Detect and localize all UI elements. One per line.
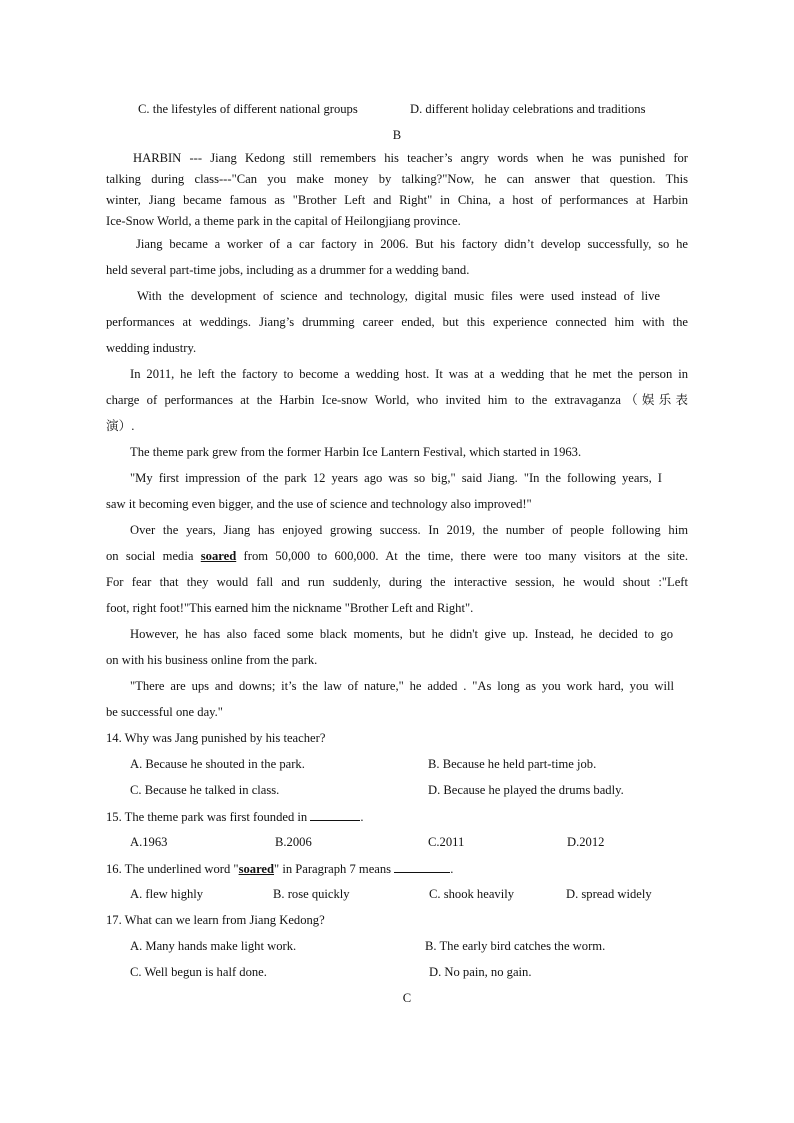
question-16-option-b[interactable]: B. rose quickly (273, 887, 350, 901)
section-heading-c: C (402, 991, 412, 1005)
prev-option-c: C. the lifestyles of different national groups (138, 102, 358, 116)
question-14-option-c[interactable]: C. Because he talked in class. (130, 783, 280, 797)
section-heading-b: B (392, 128, 402, 142)
passage-p7-line2 (106, 548, 688, 564)
passage-p7-line3: For fear that they would fall and run suddenly, during the interactive session, he would shout :"Left (106, 575, 688, 589)
passage-p6-line1: "My first impression of the park 12 years ago was so big," said Jiang. "In the following years, I (130, 471, 662, 485)
question-16-stem-end: . (450, 862, 454, 876)
passage-p5-line1: The theme park grew from the former Harbin Ice Lantern Festival, which started in 1963. (130, 445, 582, 459)
question-16-option-a[interactable]: A. flew highly (130, 887, 204, 901)
passage-p3-line1: With the development of science and technology, digital music files were used instead of live (137, 289, 660, 303)
underlined-word-soared-ref: soared (238, 862, 275, 876)
question-17-option-c[interactable]: C. Well begun is half done. (130, 965, 267, 979)
passage-p8-line1: However, he has also faced some black moments, but he didn't give up. Instead, he decided to go (130, 627, 673, 641)
passage-p9-line1: "There are ups and downs; it’s the law of nature," he added . "As long as you work hard, you will (130, 679, 674, 693)
passage-p7-line1: Over the years, Jiang has enjoyed growing success. In 2019, the number of people following him (130, 523, 688, 537)
passage-p7-line4: foot, right foot!"This earned him the nickname "Brother Left and Right". (106, 601, 474, 615)
question-14-option-b[interactable]: B. Because he held part-time job. (428, 757, 597, 771)
question-17-option-d[interactable]: D. No pain, no gain. (429, 965, 532, 979)
question-16-option-c[interactable]: C. shook heavily (429, 887, 515, 901)
answer-blank[interactable] (394, 860, 450, 873)
passage-p1-line3: winter, Jiang became famous as "Brother Left and Right" in China, a host of performances at Harbin (106, 193, 688, 207)
passage-p3-line2: performances at weddings. Jiang’s drumming career ended, but this experience connected him with the (106, 315, 688, 329)
question-15-option-b[interactable]: B.2006 (275, 835, 312, 849)
question-15-option-c[interactable]: C.2011 (428, 835, 465, 849)
question-16-option-d[interactable]: D. spread widely (566, 887, 652, 901)
passage-p4-line3: 演）. (106, 419, 135, 433)
passage-p1-line1: HARBIN --- Jiang Kedong still remembers his teacher’s angry words when he was punished for (133, 151, 688, 165)
passage-p4-line1: In 2011, he left the factory to become a wedding host. It was at a wedding that he met the person in (130, 367, 688, 381)
passage-p1-line2: talking during class---"Can you make money by talking?"Now, he can answer that question. This (106, 172, 688, 186)
prev-option-d: D. different holiday celebrations and traditions (410, 102, 646, 116)
question-17-option-b[interactable]: B. The early bird catches the worm. (425, 939, 606, 953)
question-14-option-a[interactable]: A. Because he shouted in the park. (130, 757, 305, 771)
question-16-stem-middle: " in Paragraph 7 means (274, 862, 392, 876)
passage-p4-line2: charge of performances at the Harbin Ice-snow World, who invited him to the extravaganza（娱乐表 (106, 393, 688, 407)
question-15-stem (106, 808, 364, 825)
answer-blank[interactable] (310, 808, 360, 821)
question-16-stem-start: 16. The underlined word " (106, 862, 239, 876)
passage-p1-line4: Ice-Snow World, a theme park in the capital of Heilongjiang province. (106, 214, 461, 228)
question-16-stem (106, 860, 453, 877)
passage-p7-line2-start: on social media (106, 549, 201, 563)
question-17-stem: 17. What can we learn from Jiang Kedong? (106, 913, 325, 927)
underlined-word-soared: soared (200, 549, 237, 563)
question-17-option-a[interactable]: A. Many hands make light work. (130, 939, 297, 953)
question-15-option-d[interactable]: D.2012 (567, 835, 605, 849)
passage-p2-line1: Jiang became a worker of a car factory in 2006. But his factory didn’t develop successfully, so he (136, 237, 688, 251)
passage-p2-line2: held several part-time jobs, including as a drummer for a wedding band. (106, 263, 470, 277)
question-14-stem: 14. Why was Jang punished by his teacher? (106, 731, 326, 745)
question-15-option-a[interactable]: A.1963 (130, 835, 168, 849)
passage-p8-line2: on with his business online from the park. (106, 653, 318, 667)
question-15-stem-text: 15. The theme park was first founded in (106, 810, 308, 824)
passage-p9-line2: be successful one day." (106, 705, 223, 719)
question-15-stem-end: . (360, 810, 364, 824)
passage-p6-line2: saw it becoming even bigger, and the use of science and technology also improved!" (106, 497, 532, 511)
passage-p7-line2-end: from 50,000 to 600,000. At the time, there were too many visitors at the site. (236, 549, 689, 563)
question-14-option-d[interactable]: D. Because he played the drums badly. (428, 783, 624, 797)
passage-p3-line3: wedding industry. (106, 341, 197, 355)
